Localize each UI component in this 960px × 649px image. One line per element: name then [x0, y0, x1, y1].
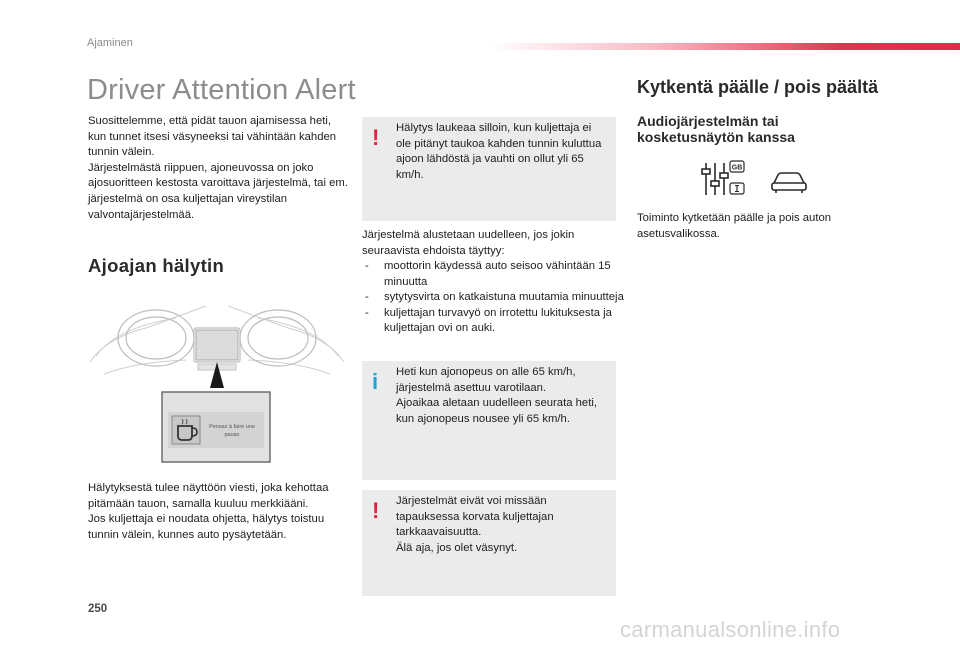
reset-conditions-list [362, 259, 624, 337]
settings-icons [700, 159, 810, 199]
warning-icon: ! [372, 498, 380, 523]
car-icon [772, 173, 806, 193]
driving-time-heading: Ajoajan hälytin [88, 255, 225, 276]
reset-intro: Järjestelmä alustetaan uudelleen, jos jokin seuraavista ehdoista täyttyy: [362, 229, 575, 257]
list-item: - moottorin käydessä auto seisoo vähintään 15 minuutta [362, 259, 624, 290]
alert-paragraph [88, 481, 350, 543]
info-box-standby [362, 361, 616, 480]
info-box-standby-text: Heti kun ajonopeus on alle 65 km/h, järjestelmä asettuu varotilaan. Ajoaikaa aletaan uudelleen seurata heti, kun ajonopeus nousee yli 65 km/h. [396, 366, 597, 425]
intro-paragraph [88, 114, 350, 223]
intro-text: Suosittelemme, että pidät tauon ajamisessa heti, kun tunnet itsesi väsyneeksi tai vähintään kahden tunnin välein. Järjestelmästä riippuen, ajoneuvossa on joko ajosuoritteen kestosta varoittava järjestelmä, tai em. järjestelmä on osa kuljettajan vireystilan valvontajärjestelmää. [88, 115, 348, 221]
warning-icon: ! [372, 125, 380, 150]
list-item: - kuljettajan turvavyö on irrotettu lukituksesta ja kuljettajan ovi on auki. [362, 306, 624, 337]
warning-box-break-text: Hälytys laukeaa silloin, kun kuljettaja ei ole pitänyt taukoa kahden tunnin kuluttua ajoon lähdöstä ja vauhti on ollut yli 65 km/h. [396, 122, 602, 181]
section-header: Ajaminen [87, 37, 133, 49]
warning-box-attention [362, 490, 616, 596]
watermark: carmanualsonline.info [620, 617, 841, 642]
warning-box-break [362, 117, 616, 221]
list-item: - sytytysvirta on katkaistuna muutamia minuutteja [362, 290, 624, 306]
toggle-heading: Kytkentä päälle / pois päältä [637, 77, 879, 97]
cluster-screen [196, 330, 238, 360]
instrument-cluster-illustration [86, 298, 348, 466]
toggle-paragraph: Toiminto kytketään päälle ja pois auton asetusvalikossa. [637, 212, 832, 240]
page-title: Driver Attention Alert [87, 74, 356, 106]
page-number: 250 [88, 603, 108, 615]
language-label: GB [731, 164, 743, 172]
warning-box-attention-text: Järjestelmät eivät voi missään tapauksessa korvata kuljettajan tarkkaavaisuutta. Älä aja, jos olet väsynyt. [396, 495, 554, 554]
header-accent-bar [490, 43, 960, 50]
toggle-subheading: Audiojärjestelmän tai kosketusnäytön kanssa [637, 113, 795, 145]
alert-text: Hälytyksestä tulee näyttöön viesti, joka kehottaa pitämään tauon, samalla kuuluu merkkiääni. Jos kuljettaja ei noudata ohjetta, hälytys toistuu tunnin välein, kunnes auto pysäytetään. [88, 482, 329, 541]
screen-message: Pensez à faire une pause [209, 424, 255, 438]
info-icon: i [372, 369, 379, 394]
settings-sliders-icon [702, 163, 728, 195]
